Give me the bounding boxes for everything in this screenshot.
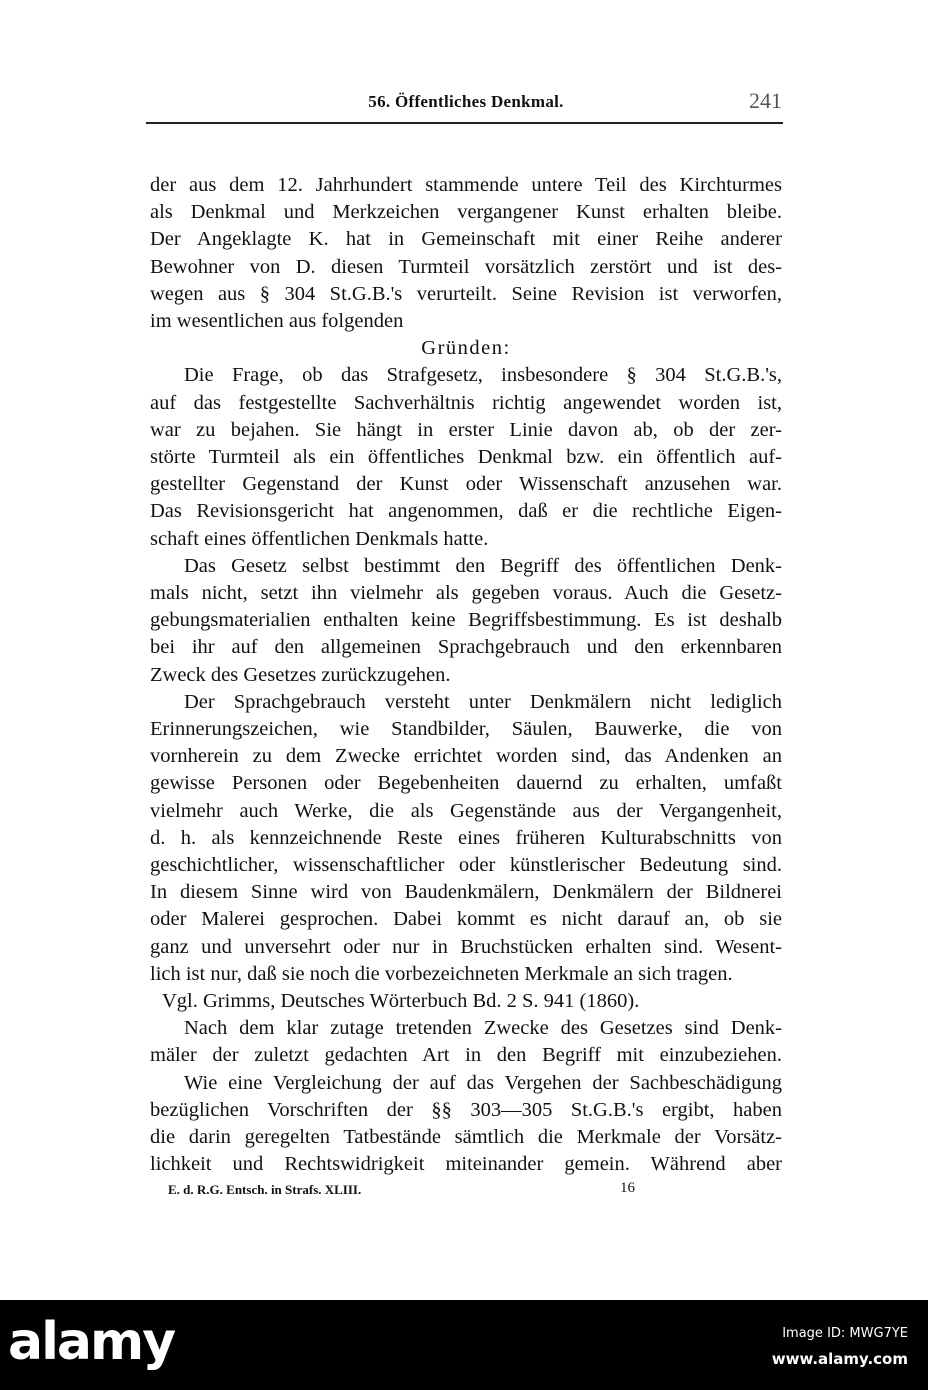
- text-line: ganz und unversehrt oder nur in Bruchstücken erhalten sind. Wesent-: [150, 935, 782, 958]
- text-line: Bewohner von D. diesen Turmteil vorsätzlich zerstört und ist des-: [150, 255, 782, 278]
- watermark-bar: [0, 1300, 928, 1390]
- text-line: Das Gesetz selbst bestimmt den Begriff des öffentlichen Denk-: [184, 554, 782, 577]
- text-line: bei ihr auf den allgemeinen Sprachgebrauch und den erkennbaren: [150, 636, 782, 659]
- text-line: Das Revisionsgericht hat angenommen, daß er die rechtliche Eigen-: [150, 500, 782, 523]
- chapter-title: 56. Öffentliches Denkmal.: [368, 92, 564, 111]
- text-line: Der Sprachgebrauch versteht unter Denkmälern nicht lediglich: [184, 690, 782, 713]
- text-line: die darin geregelten Tatbestände sämtlich die Merkmale der Vorsätz-: [150, 1126, 782, 1148]
- text-line: störte Turmteil als ein öffentliches Denkmal bzw. ein öffentlich auf-: [150, 446, 782, 468]
- text-line: d. h. als kennzeichnende Reste eines früheren Kulturabschnitts von: [150, 826, 782, 849]
- watermark-logo: alamy: [8, 1312, 175, 1372]
- text-line: der aus dem 12. Jahrhundert stammende untere Teil des Kirchturmes: [150, 174, 782, 196]
- text-line: Erinnerungszeichen, wie Standbilder, Säulen, Bauwerke, die von: [150, 718, 782, 740]
- text-line: Gründen:: [421, 337, 511, 360]
- text-line: Der Angeklagte K. hat in Gemeinschaft mit einer Reihe anderer: [150, 228, 782, 251]
- text-line: auf das festgestellte Sachverhältnis richtig angewendet worden ist,: [150, 391, 782, 414]
- text-line: als Denkmal und Merkzeichen vergangener Kunst erhalten bleibe.: [150, 201, 782, 224]
- text-line: lichkeit und Rechtswidrigkeit miteinander gemein. Während aber: [150, 1153, 782, 1176]
- text-line: lich ist nur, daß sie noch die vorbezeichneten Merkmale an sich tragen.: [150, 962, 733, 985]
- text-line: war zu bejahen. Sie hängt in erster Linie davon ab, ob der zer-: [150, 418, 782, 441]
- text-line: wegen aus § 304 St.G.B.'s verurteilt. Seine Revision ist verworfen,: [150, 282, 782, 305]
- text-line: vielmehr auch Werke, die als Gegenstände aus der Vergangenheit,: [150, 799, 782, 822]
- text-line: schaft eines öffentlichen Denkmals hatte.: [150, 527, 489, 550]
- watermark-image-id: Image ID: MWG7YE: [782, 1326, 908, 1341]
- text-line: gestellter Gegenstand der Kunst oder Wissenschaft anzusehen war.: [150, 473, 782, 496]
- text-line: geschichtlicher, wissenschaftlicher oder künstlerischer Bedeutung sind.: [150, 854, 782, 876]
- text-line: Vgl. Grimms, Deutsches Wörterbuch Bd. 2 S. 941 (1860).: [162, 990, 640, 1012]
- text-line: oder Malerei gesprochen. Dabei kommt es nicht darauf an, ob sie: [150, 908, 782, 931]
- footer-signature: E. d. R.G. Entsch. in Strafs. XLIII.: [168, 1182, 362, 1197]
- header-rule: [146, 122, 783, 124]
- sheet-number: 16: [620, 1180, 635, 1196]
- text-line: mals nicht, setzt ihn vielmehr als gegeben voraus. Auch die Gesetz-: [150, 582, 782, 604]
- text-line: mäler der zuletzt gedachten Art in den Begriff mit einzubeziehen.: [150, 1044, 782, 1067]
- text-line: Nach dem klar zutage tretenden Zwecke des Gesetzes sind Denk-: [184, 1017, 782, 1040]
- text-line: gebungsmaterialien enthalten keine Begriffsbestimmung. Es ist deshalb: [150, 609, 782, 632]
- page-number: 241: [749, 88, 782, 113]
- text-line: bezüglichen Vorschriften der §§ 303—305 St.G.B.'s ergibt, haben: [150, 1098, 782, 1121]
- text-line: In diesem Sinne wird von Baudenkmälern, Denkmälern der Bildnerei: [150, 881, 782, 904]
- watermark-url: www.alamy.com: [771, 1350, 908, 1368]
- text-line: gewisse Personen oder Begebenheiten dauernd zu erhalten, umfaßt: [150, 772, 782, 795]
- running-head: [150, 88, 782, 116]
- text-line: im wesentlichen aus folgenden: [150, 310, 404, 332]
- text-line: Die Frage, ob das Strafgesetz, insbesondere § 304 St.G.B.'s,: [184, 364, 782, 387]
- text-line: vornherein zu dem Zwecke errichtet worden sind, das Andenken an: [150, 745, 782, 768]
- text-line: Zweck des Gesetzes zurückzugehen.: [150, 663, 451, 686]
- text-line: Wie eine Vergleichung der auf das Vergehen der Sachbeschädigung: [184, 1071, 782, 1094]
